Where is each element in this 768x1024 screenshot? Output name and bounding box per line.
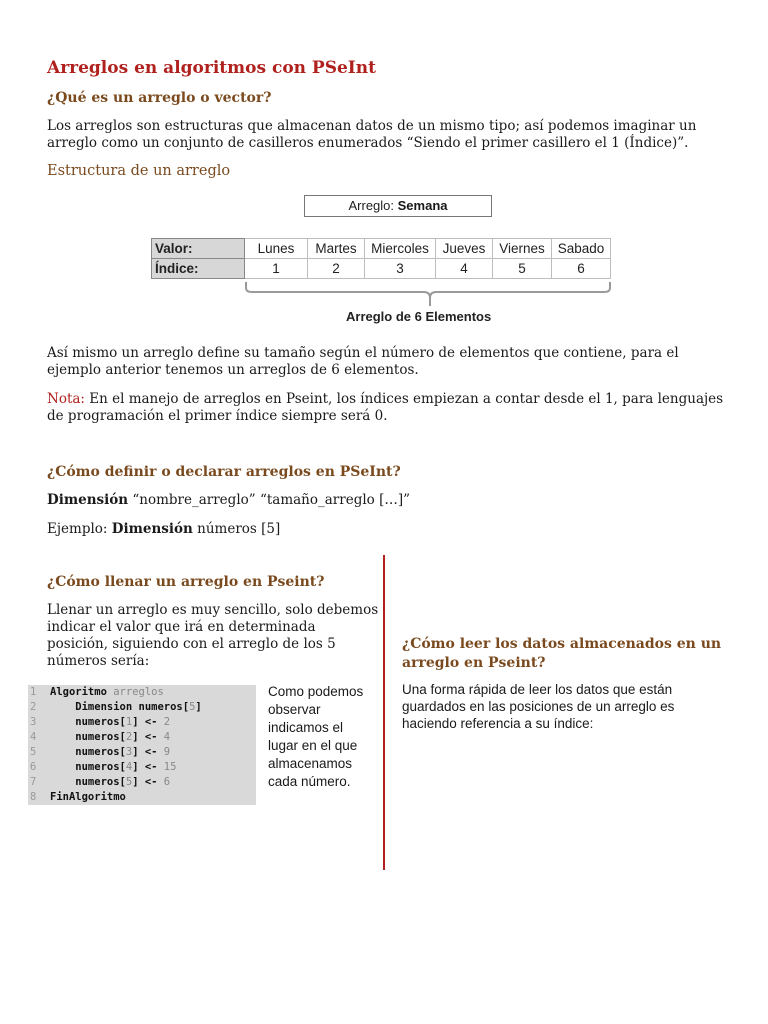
row-label-indice: Índice: xyxy=(152,259,245,279)
brace-icon xyxy=(244,282,612,306)
read-line: guardados en las posiciones de un arreglo es xyxy=(402,699,675,714)
side-note-line: lugar en el que xyxy=(268,738,358,753)
syntax-rest: “nombre_arreglo” “tamaño_arreglo […]” xyxy=(128,492,411,508)
side-note-line: observar xyxy=(268,702,321,717)
note-text-1: En el manejo de arreglos en Pseint, los índices empiezan a contar desde el 1, para lenguajes xyxy=(84,391,724,407)
array-value-cell: Miercoles xyxy=(365,239,436,259)
note-paragraph xyxy=(47,391,723,425)
intro-line-2: arreglo como un conjunto de casilleros enumerados “Siendo el primer casillero el 1 (Índice)”. xyxy=(47,135,689,151)
array-title-prefix: Arreglo: xyxy=(348,198,398,213)
array-caption: Arreglo de 6 Elementos xyxy=(346,309,492,324)
heading-read-line-1: ¿Cómo leer los datos almacenados en un xyxy=(402,636,722,652)
side-note-line: indicamos el xyxy=(268,720,344,735)
intro-line-1: Los arreglos son estructuras que almacenan datos de un mismo tipo; así podemos imaginar un xyxy=(47,118,697,134)
note-line-2: de programación el primer índice siempre será 0. xyxy=(47,408,388,424)
example-line xyxy=(47,521,280,538)
array-row-indices xyxy=(152,259,611,279)
fill-line: números sería: xyxy=(47,653,150,669)
read-line: Una forma rápida de leer los datos que están xyxy=(402,682,673,697)
intro-paragraph xyxy=(47,118,696,152)
array-value-cell: Martes xyxy=(308,239,365,259)
read-paragraph xyxy=(402,681,674,732)
fill-paragraph xyxy=(47,602,378,670)
example-keyword: Dimensión xyxy=(111,521,193,537)
size-paragraph xyxy=(47,345,679,379)
fill-line: posición, siguiendo con el arreglo de los 5 xyxy=(47,636,336,652)
heading-structure: Estructura de un arreglo xyxy=(47,163,231,179)
array-value-cell: Jueves xyxy=(436,239,493,259)
code-line: 2 Dimension numeros[5] xyxy=(30,701,202,713)
array-value-cell: Sabado xyxy=(552,239,611,259)
array-index-cell: 6 xyxy=(552,259,611,279)
code-line: 1 Algoritmo arreglos xyxy=(30,686,164,698)
side-note-line: Como podemos xyxy=(268,684,364,699)
note-line-1 xyxy=(47,391,723,408)
heading-read-line-2: arreglo en Pseint? xyxy=(402,655,546,671)
code-line: 7 numeros[5] <- 6 xyxy=(30,776,171,788)
example-rest: números [5] xyxy=(192,521,281,537)
code-line: 3 numeros[1] <- 2 xyxy=(30,716,171,728)
array-table xyxy=(151,238,611,279)
heading-declare: ¿Cómo definir o declarar arreglos en PSeInt? xyxy=(47,464,401,480)
page-title: Arreglos en algoritmos con PSeInt xyxy=(47,58,376,78)
example-prefix: Ejemplo: xyxy=(47,521,112,537)
code-line: 4 numeros[2] <- 4 xyxy=(30,731,171,743)
array-value-cell: Viernes xyxy=(493,239,552,259)
array-title-box xyxy=(304,195,492,217)
fill-line: Llenar un arreglo es muy sencillo, solo debemos xyxy=(47,602,379,618)
size-line-1: Así mismo un arreglo define su tamaño según el número de elementos que contiene, para el xyxy=(47,345,679,361)
fill-line: indicar el valor que irá en determinada xyxy=(47,619,316,635)
code-line: 5 numeros[3] <- 9 xyxy=(30,746,171,758)
row-label-valor: Valor: xyxy=(152,239,245,259)
side-note-line: cada número. xyxy=(268,774,351,789)
side-note xyxy=(268,683,363,791)
array-index-cell: 1 xyxy=(245,259,308,279)
column-divider xyxy=(383,555,385,870)
side-note-line: almacenamos xyxy=(268,756,353,771)
array-title-name: Semana xyxy=(397,198,448,213)
code-line: 8 FinAlgoritmo xyxy=(30,791,126,803)
array-row-values xyxy=(152,239,611,259)
array-index-cell: 2 xyxy=(308,259,365,279)
read-line: haciendo referencia a su índice: xyxy=(402,716,594,731)
array-index-cell: 4 xyxy=(436,259,493,279)
array-index-cell: 3 xyxy=(365,259,436,279)
array-index-cell: 5 xyxy=(493,259,552,279)
syntax-line xyxy=(47,492,410,509)
code-line: 6 numeros[4] <- 15 xyxy=(30,761,177,773)
heading-what-is-array: ¿Qué es un arreglo o vector? xyxy=(47,90,272,106)
code-block xyxy=(28,685,256,805)
heading-read xyxy=(402,635,721,673)
size-line-2: ejemplo anterior tenemos un arreglos de 6 elementos. xyxy=(47,362,419,378)
heading-fill: ¿Cómo llenar un arreglo en Pseint? xyxy=(47,574,325,590)
syntax-keyword: Dimensión xyxy=(47,492,129,508)
array-value-cell: Lunes xyxy=(245,239,308,259)
note-label: Nota: xyxy=(47,391,85,407)
